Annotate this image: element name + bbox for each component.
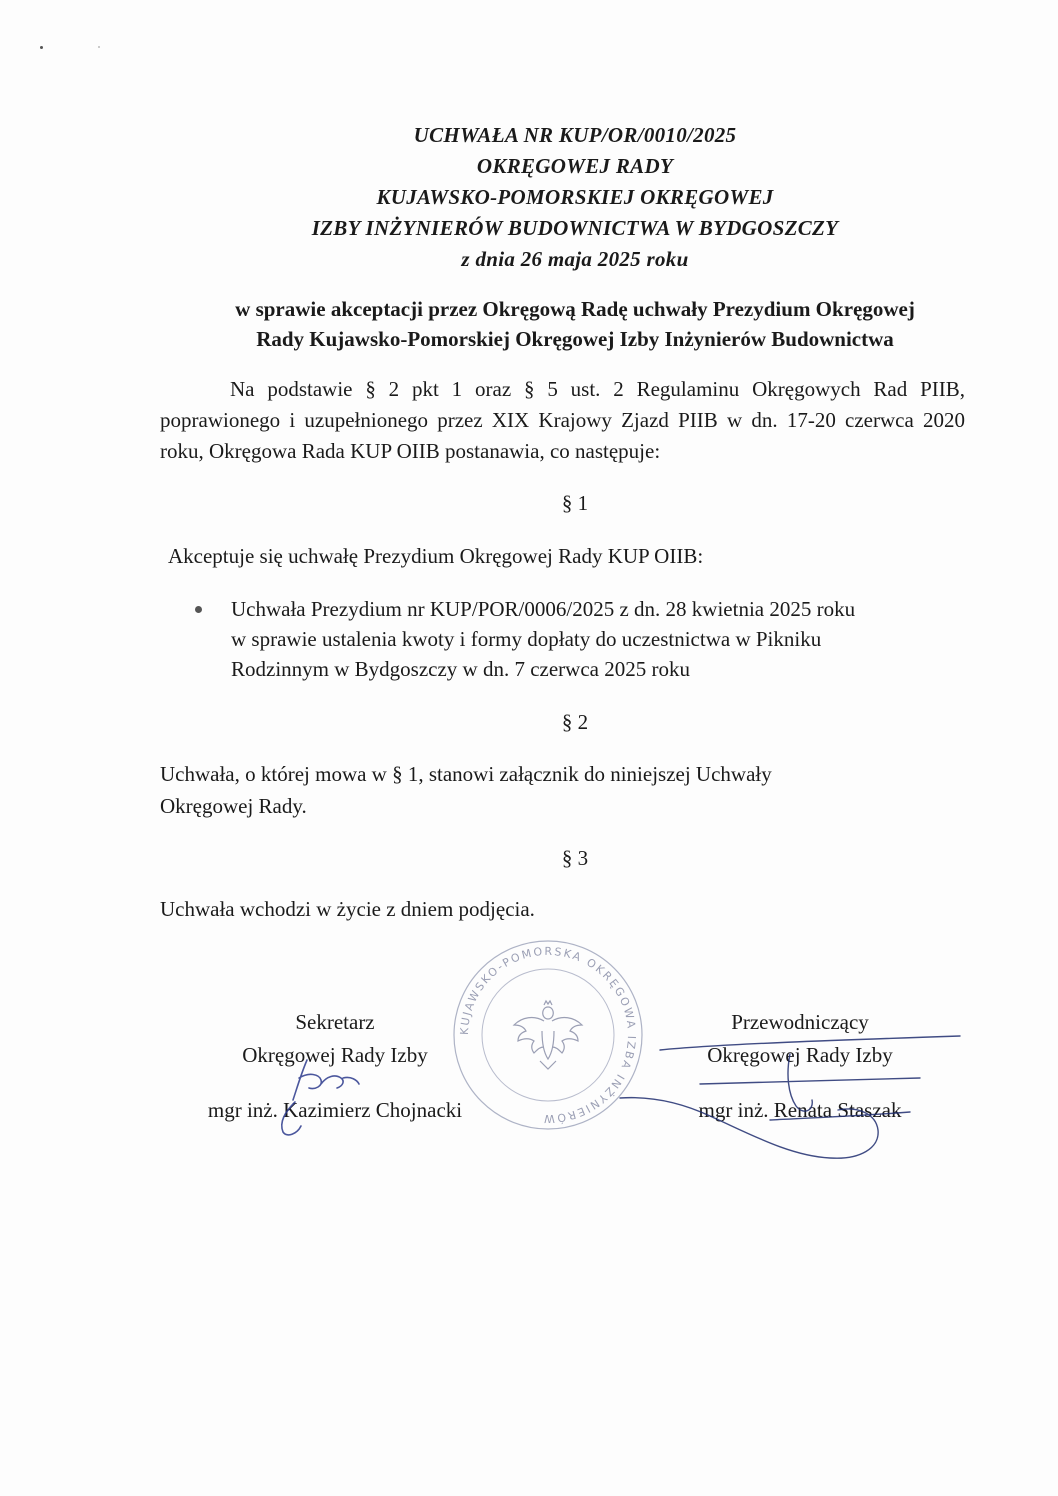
secretary-handwritten-signature	[255, 1050, 385, 1140]
list-item-line-2: w sprawie ustalenia kwoty i formy dopłaty do uczestnictwa w Pikniku	[231, 627, 822, 651]
secretary-role: Sekretarz	[295, 1010, 375, 1034]
section-2-mark: § 2	[561, 710, 589, 734]
section-2-line-1: Uchwała, o której mowa w § 1, stanowi załącznik do niniejszej Uchwały	[160, 762, 772, 786]
section-3-text: Uchwała wchodzi w życie z dniem podjęcia.	[160, 897, 535, 921]
resolution-number: UCHWAŁA NR KUP/OR/0010/2025	[413, 123, 737, 147]
section-3-mark: § 3	[561, 846, 589, 870]
chair-body: Okręgowej Rady Izby	[707, 1043, 893, 1067]
list-item-text	[231, 594, 991, 684]
bullet-icon	[195, 606, 202, 613]
section-2-line-2: Okręgowej Rady.	[160, 794, 307, 818]
list-item-line-3: Rodzinnym w Bydgoszczy w dn. 7 czerwca 2025 roku	[231, 657, 690, 681]
secretary-body: Okręgowej Rady Izby	[242, 1043, 428, 1067]
issuer-line-3: IZBY INŻYNIERÓW BUDOWNICTWA W BYDGOSZCZY	[311, 216, 839, 240]
scan-speck	[40, 46, 43, 49]
resolution-header	[160, 120, 990, 275]
subject-line-1: w sprawie akceptacji przez Okręgową Radę uchwały Prezydium Okręgowej	[235, 297, 915, 321]
issuer-line-2: KUJAWSKO-POMORSKIEJ OKRĘGOWEJ	[376, 185, 774, 209]
legal-basis-paragraph: Na podstawie § 2 pkt 1 oraz § 5 ust. 2 Regulaminu Okręgowych Rad PIIB, poprawionego i uzupełnionego przez XIX Krajowy Zjazd PIIB w dn. 17-20 czerwca 2020 roku, Okręgowa Rada KUP OIIB postanawia, co następuje:	[160, 377, 965, 463]
secretary-name: mgr inż. Kazimierz Chojnacki	[207, 1098, 463, 1122]
subject-line-2: Rady Kujawsko-Pomorskiej Okręgowej Izby Inżynierów Budownictwa	[256, 327, 894, 351]
eagle-emblem-icon	[514, 1001, 582, 1069]
issuer-line-1: OKRĘGOWEJ RADY	[476, 154, 674, 178]
scan-speck	[98, 46, 100, 48]
chair-handwritten-signature	[600, 1020, 970, 1170]
chair-name: mgr inż. Renata Staszak	[698, 1098, 902, 1122]
section-1-mark: § 1	[561, 491, 589, 515]
list-item-line-1: Uchwała Prezydium nr KUP/POR/0006/2025 z dn. 28 kwietnia 2025 roku	[231, 597, 856, 621]
chair-role: Przewodniczący	[731, 1010, 869, 1034]
resolution-date: z dnia 26 maja 2025 roku	[461, 247, 689, 271]
section-1-text: Akceptuje się uchwałę Prezydium Okręgowej Rady KUP OIIB:	[168, 544, 704, 568]
svg-text:KUJAWSKO-POMORSKA OKRĘGOWA IZB: KUJAWSKO-POMORSKA OKRĘGOWA IZBA INŻYNIERÓW	[457, 944, 639, 1126]
resolution-subject	[160, 294, 990, 354]
